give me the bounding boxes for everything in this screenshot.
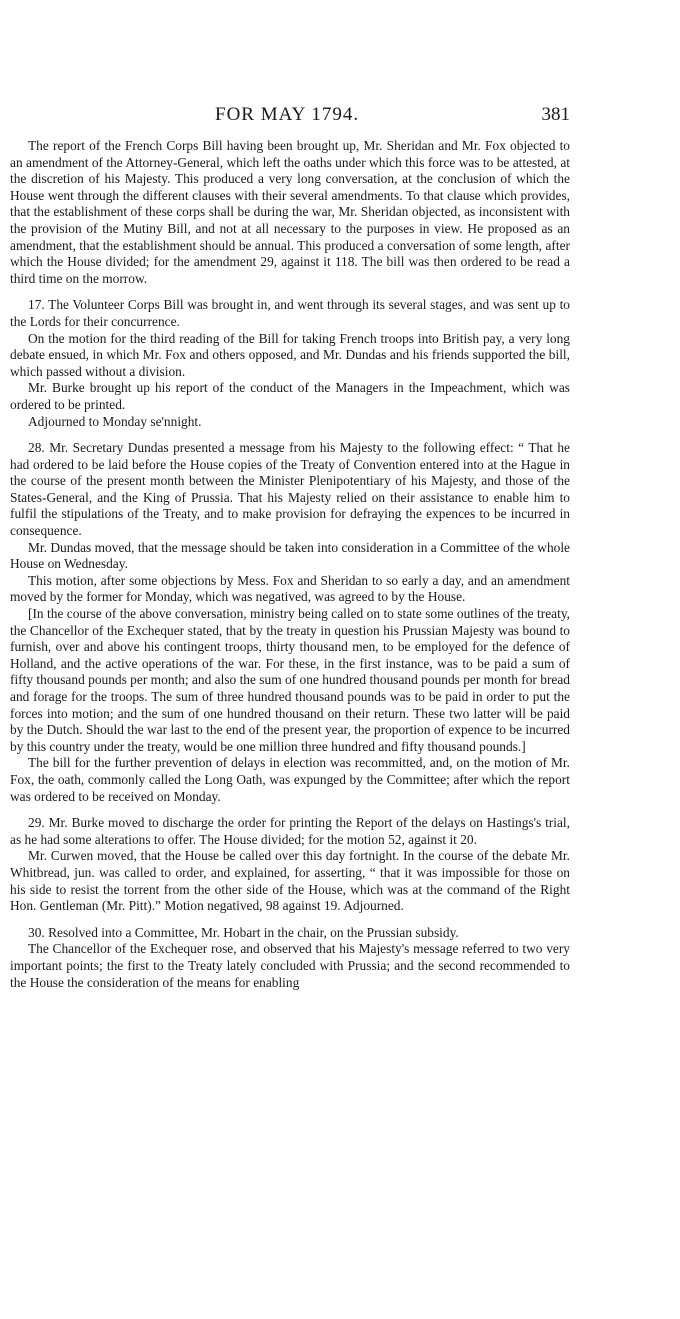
paragraph-french-corps-bill: The report of the French Corps Bill having been brought up, Mr. Sheridan and Mr. Fox objected to an amendment of the Attorney-General, which left the oaths under which this force was to be attested, at the discretion of his Majesty. This produced a very long conversation, at the conclusion of which the House went through the different clauses with their several amendments. To that clause which provides, that the establishment of these corps shall be during the war, Mr. Sheridan objected, as inconsistent with the provision of the Mutiny Bill, and not at all necessary to the purposes in view. He proposed as an amendment, that the establishment should be annual. This produced a conversation of some length, after which the House divided; for the amendment 29, against it 118. The bill was then ordered to be read a third time on the morrow. bbox=[10, 138, 570, 286]
running-head: FOR MAY 1794. bbox=[215, 104, 360, 125]
paragraph-motion-objections: This motion, after some objections by Mess. Fox and Sheridan to so early a day, and an amendment moved by the former for Monday, which was negatived, was agreed to by the House. bbox=[10, 572, 570, 605]
paragraph-prussian-subsidy: 30. Resolved into a Committee, Mr. Hobart in the chair, on the Prussian subsidy. bbox=[28, 924, 459, 940]
paragraph-election-bill: The bill for the further prevention of delays in election was recommitted, and, on the motion of Mr. Fox, the oath, commonly called the Long Oath, was expunged by the Committee; after which the report was ordered to be received on Monday. bbox=[10, 755, 570, 804]
paragraph-volunteer-corps-bill: 17. The Volunteer Corps Bill was brought in, and went through its several stages, and was sent up to the Lords for their concurrence. bbox=[10, 297, 570, 329]
paragraph-dundas-message: 28. Mr. Secretary Dundas presented a message from his Majesty to the following effect: “ That he had ordered to be laid before the House copies of the Treaty of Convention entered into at the Hague in the course of the present month between the Minister Plenipotentiary of his Majesty, and those of the States-General, and the King of Prussia. That his Majesty relied on their assistance to enable him to fulfil the stipulations of the Treaty, and to make provision for defraying the expences to be incurred in consequence. bbox=[10, 440, 570, 539]
page-header bbox=[10, 98, 570, 138]
paragraph-french-troops-debate: On the motion for the third reading of the Bill for taking French troops into British pay, a very long debate ensued, in which Mr. Fox and others opposed, and Mr. Dundas and his friends supported the bill, which passed without a division. bbox=[10, 330, 570, 379]
body-text bbox=[10, 138, 570, 991]
page-number: 381 bbox=[541, 104, 570, 125]
paragraph-curwen-motion: Mr. Curwen moved, that the House be called over this day fortnight. In the course of the debate Mr. Whitbread, jun. was called to order, and explained, for asserting, “ that it was impossible for those on his side to resist the torrent from the other side of the House, which was at the command of the Right Hon. Gentleman (Mr. Pitt).” Motion negatived, 98 against 19. Adjourned. bbox=[10, 848, 570, 914]
paragraph-treaty-outlines: [In the course of the above conversation, ministry being called on to state some outlines of the treaty, the Chancellor of the Exchequer stated, that by the treaty in question his Prussian Majesty was bound to furnish, over and above his contingent troops, thirty thousand men, to be employed for the defence of Holland, and the active operations of the war. For these, in the first instance, was to be paid a sum of fifty thousand pounds per month; and also the sum of one hundred thousand pounds per month for bread and forage for the troops. The sum of three hundred thousand pounds was to be paid in order to put the forces into motion; and the sum of one hundred thousand on their return. These two latter will be paid by the Dutch. Should the war last to the end of the present year, the proportion of expence to be incurred by this country under the treaty, would be one million three hundred and fifty thousand pounds.] bbox=[10, 606, 570, 754]
paragraph-adjourned: Adjourned to Monday se'nnight. bbox=[28, 413, 202, 429]
paragraph-burke-report: Mr. Burke brought up his report of the conduct of the Managers in the Impeachment, which was ordered to be printed. bbox=[10, 380, 570, 412]
paragraph-chancellor-exchequer: The Chancellor of the Exchequer rose, and observed that his Majesty's message referred to two very important points; the first to the Treaty lately concluded with Prussia; and the second recommended to the House the consideration of the means for enabling bbox=[10, 941, 570, 990]
paragraph-dundas-motion: Mr. Dundas moved, that the message should be taken into consideration in a Committee of the whole House on Wednesday. bbox=[10, 539, 570, 572]
paragraph-burke-motion: 29. Mr. Burke moved to discharge the order for printing the Report of the delays on Hastings's trial, as he had some alterations to offer. The House divided; for the motion 52, against it 20. bbox=[10, 815, 570, 847]
document-page bbox=[0, 98, 680, 1319]
